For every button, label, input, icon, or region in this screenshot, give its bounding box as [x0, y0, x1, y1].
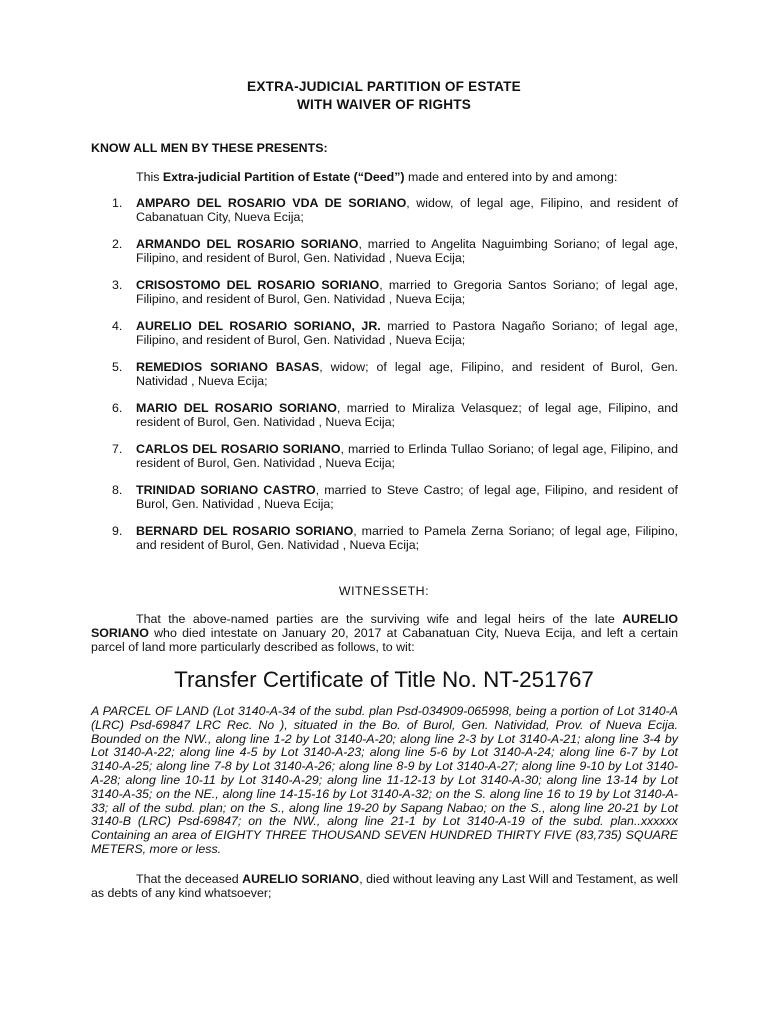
heirs-text-bold: AURELIO SORIANO	[91, 612, 678, 640]
party-details: , married to Gregoria Santos Soriano; of legal age, Filipino, and resident of Burol, Gen. Natividad , Nueva Ecija;	[136, 278, 678, 306]
party-details: , married to Miraliza Velasquez; of legal age, Filipino, and resident of Burol, Gen. Natividad , Nueva Ecija;	[136, 401, 679, 429]
document-title-line1: EXTRA-JUDICIAL PARTITION OF ESTATE	[247, 79, 521, 94]
party-number: 6.	[112, 401, 123, 415]
party-item	[112, 442, 678, 470]
intro-paragraph	[136, 170, 676, 184]
no-will-text-pre: That the deceased	[136, 872, 243, 886]
party-name: BERNARD DEL ROSARIO SORIANO	[136, 524, 354, 538]
party-number: 5.	[112, 360, 123, 374]
party-details: married to Pastora Nagaño Soriano; of legal age, Filipino, and resident of Burol, Gen. Natividad , Nueva Ecija;	[136, 319, 678, 347]
no-will-text-post: , died without leaving any Last Will and Testament, as well as debts of any kind whatsoever;	[91, 872, 678, 900]
parties-list	[112, 196, 678, 565]
party-item	[112, 360, 678, 388]
party-name: MARIO DEL ROSARIO SORIANO	[136, 401, 337, 415]
party-text	[136, 196, 678, 224]
party-text	[136, 237, 678, 265]
title-certificate-heading: Transfer Certificate of Title No. NT-251767	[174, 667, 594, 692]
no-will-text-bold: AURELIO SORIANO	[242, 872, 360, 886]
party-name: REMEDIOS SORIANO BASAS	[136, 360, 320, 374]
party-number: 1.	[112, 196, 123, 210]
party-text	[136, 278, 678, 306]
party-number: 8.	[112, 483, 123, 497]
party-text	[136, 360, 678, 388]
party-number: 3.	[112, 278, 123, 292]
party-text	[136, 524, 678, 552]
party-name: AMPARO DEL ROSARIO VDA DE SORIANO	[136, 196, 407, 210]
party-details: , married to Steve Castro; of legal age, Filipino, and resident of Burol, Gen. Natividad , Nueva Ecija;	[136, 483, 678, 511]
party-details: , married to Erlinda Tullao Soriano; of legal age, Filipino, and resident of Burol, Gen. Natividad , Nueva Ecija;	[136, 442, 679, 470]
intro-text-bold: Extra-judicial Partition of Estate (“Deed”)	[162, 170, 405, 184]
party-details: , widow, of legal age, Filipino, and resident of Cabanatuan City, Nueva Ecija;	[136, 196, 678, 224]
party-item	[112, 524, 678, 552]
party-item	[112, 401, 678, 429]
party-details: , married to Pamela Zerna Soriano; of legal age, Filipino, and resident of Burol, Gen. Natividad , Nueva Ecija;	[136, 524, 678, 552]
party-name: CARLOS DEL ROSARIO SORIANO	[136, 442, 341, 456]
party-name: TRINIDAD SORIANO CASTRO	[136, 483, 316, 497]
party-item	[112, 319, 678, 347]
intro-text-pre: This	[136, 170, 163, 184]
party-name: AURELIO DEL ROSARIO SORIANO, JR.	[136, 319, 381, 333]
party-item	[112, 278, 678, 306]
party-text	[136, 319, 678, 347]
party-number: 9.	[112, 524, 123, 538]
party-item	[112, 196, 678, 224]
no-will-paragraph	[91, 872, 678, 900]
party-details: , married to Angelita Naguimbing Soriano; of legal age, Filipino, and resident of Burol, Gen. Natividad , Nueva Ecija;	[136, 237, 678, 265]
document-title-line2: WITH WAIVER OF RIGHTS	[296, 97, 472, 112]
heirs-text-post: who died intestate on January 20, 2017 at Cabanatuan City, Nueva Ecija, and left a certain parcel of land more particularly described as follows, to wit:	[91, 626, 678, 654]
party-text	[136, 401, 678, 429]
party-number: 2.	[112, 237, 123, 251]
party-details: , widow; of legal age, Filipino, and resident of Burol, Gen. Natividad , Nueva Ecija;	[136, 360, 678, 388]
party-text	[136, 483, 678, 511]
party-item	[112, 237, 678, 265]
heirs-text-pre: That the above-named parties are the surviving wife and legal heirs of the late	[136, 612, 623, 626]
witnesseth-heading: WITNESSETH:	[338, 584, 430, 598]
party-number: 7.	[112, 442, 123, 456]
parcel-description: A PARCEL OF LAND (Lot 3140-A-34 of the subd. plan Psd-034909-065998, being a portion of Lot 3140-A (LRC) Psd-69847 LRC Rec. No ), situated in the Bo. of Burol, Gen. Natividad, Prov. of Nueva Ecija. Bounded on the NW., along line 1-2 by Lot 3140-A-20; along line 2-3 by Lot 3140-A-21; along line 3-4 by Lot 3140-A-22; along line 4-5 by Lot 3140-A-23; along line 5-6 by Lot 3140-A-24; along line 6-7 by Lot 3140-A-25; along line 7-8 by Lot 3140-A-26; along line 8-9 by Lot 3140-A-27; along line 9-10 by Lot 3140-A-28; along line 10-11 by Lot 3140-A-29; along line 11-12-13 by Lot 3140-A-30; along line 13-14 by Lot 3140-A-35; on the NE., along line 14-15-16 by Lot 3140-A-32; on the S. along line 16 to 19 by Lot 3140-A-33; all of the subd. plan; on the S., along line 19-20 by Sapang Nabao; on the S., along line 20-21 by Lot 3140-B (LRC) Psd-69847; on the NW., along line 21-1 by Lot 3140-A-19 of the subd. plan..xxxxxx Containing an area of EIGHTY THREE THOUSAND SEVEN HUNDRED THIRTY FIVE (83,735) SQUARE METERS, more or less.	[91, 704, 678, 856]
party-number: 4.	[112, 319, 123, 333]
party-name: ARMANDO DEL ROSARIO SORIANO	[136, 237, 359, 251]
know-all-heading: KNOW ALL MEN BY THESE PRESENTS:	[91, 141, 328, 155]
party-item	[112, 483, 678, 511]
heirs-paragraph	[91, 612, 678, 654]
intro-text-post: made and entered into by and among:	[404, 170, 618, 184]
party-name: CRISOSTOMO DEL ROSARIO SORIANO	[136, 278, 380, 292]
party-text	[136, 442, 678, 470]
